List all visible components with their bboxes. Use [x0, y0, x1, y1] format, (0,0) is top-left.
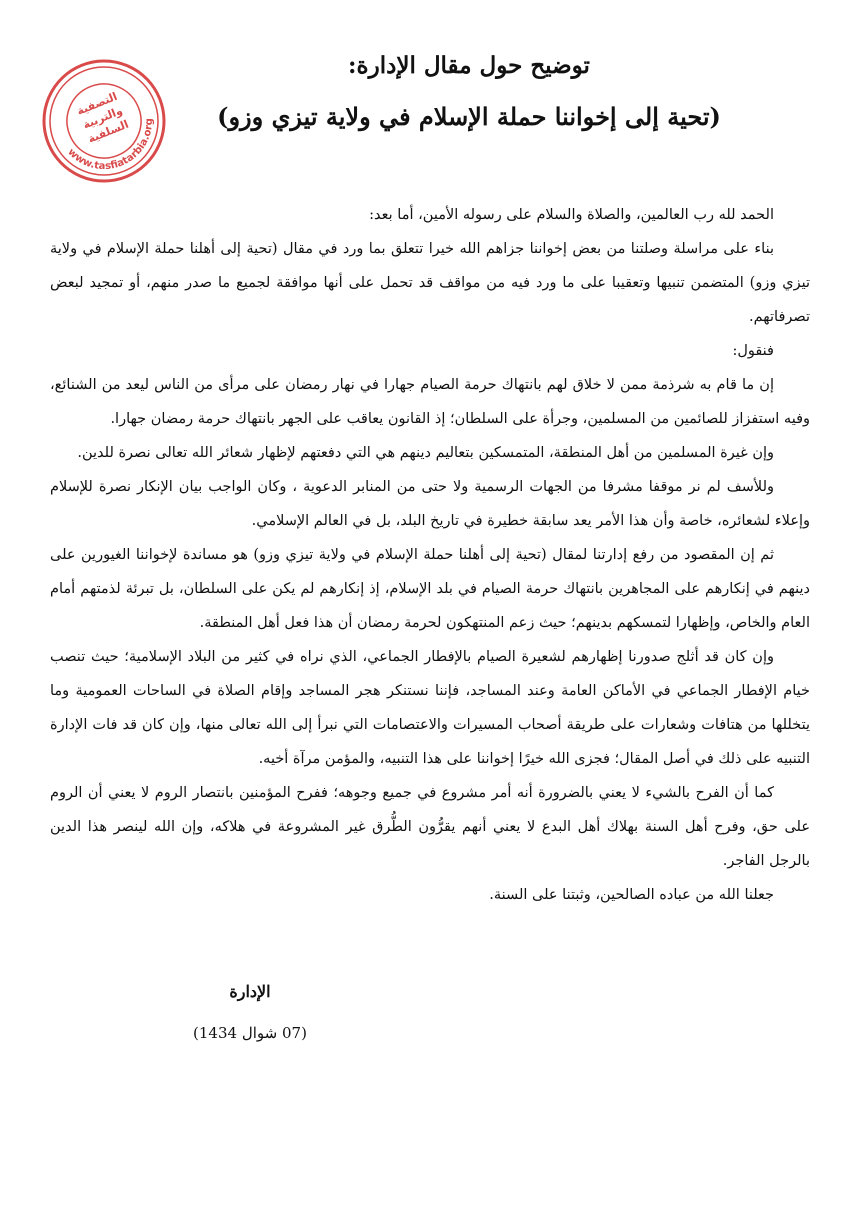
paragraph-closing: جعلنا الله من عباده الصالحين، وثبتنا على السنة.: [489, 887, 774, 903]
seal-center-text: التصفية والتربية السلفية: [75, 89, 131, 146]
seal-ring-text: www.tasfiatarbia.org: [65, 118, 156, 173]
page-title: توضيح حول مقال الإدارة:: [348, 52, 590, 79]
paragraph: بناء على مراسلة وصلتنا من بعض إخواننا جزاهم الله خيرا تتعلق بما ورد في مقال (تحية إلى أهلنا حملة الإسلام في ولاية تيزي وزو) المتضمن تنبيها وتعقيبا على ما ورد فيه من مواقف قد تحمل على أنها موافقة لجميع ما صدر منهم، أو تمجيد لبعض تصرفاتهم.: [50, 241, 810, 325]
paragraph: كما أن الفرح بالشيء لا يعني بالضرورة أنه أمر مشروع في جميع وجوهه؛ ففرح المؤمنين بانتصار الروم لا يعني أن الروم على حق، وفرح أهل السنة بهلاك أهل البدع لا يعني أنهم يقرُّون الطُّرق غير المشروعة في هلاكه، وإن الله لينصر هذا الدين بالرجل الفاجر.: [50, 785, 810, 869]
paragraph: فنقول:: [732, 343, 774, 359]
paragraph: وللأسف لم نر موقفا مشرفا من الجهات الرسمية ولا حتى من المنابر الدعوية ، وكان الواجب بيان الإنكار نصرة للإسلام وإعلاء لشعائره، خاصة وأن هذا الأمر يعد سابقة خطيرة في تاريخ البلد، بل في العالم الإسلامي.: [50, 479, 810, 529]
paragraph: إن ما قام به شرذمة ممن لا خلاق لهم بانتهاك حرمة الصيام جهارا في نهار رمضان على مرأى من الناس ليعد من الشنائع، وفيه استفزاز للصائمين من المسلمين، وجرأة على السلطان؛ إذ القانون يعاقب على الجهر بانتهاك حرمة رمضان جهارا.: [50, 377, 810, 427]
page-subtitle: (تحية إلى إخواننا حملة الإسلام في ولاية تيزي وزو): [217, 102, 721, 131]
signature-date: (07 شوال 1434): [193, 1024, 307, 1042]
paragraph: ثم إن المقصود من رفع إدارتنا لمقال (تحية إلى أهلنا حملة الإسلام في ولاية تيزي وزو) هو مساندة لإخواننا الغيورين على دينهم في إنكارهم على المجاهرين بانتهاك حرمة الصيام في بلد الإسلام، إذ إنكارهم لم يكن على السلطان، بل تبرئة لذمتهم أمام العام والخاص، وإظهارا لتمسكهم بدينهم؛ حيث زعم المنتهكون لحرمة رمضان أن هذا فعل أهل المنطقة.: [50, 547, 810, 631]
letter-body: [50, 198, 810, 912]
paragraph-opening: الحمد لله رب العالمين، والصلاة والسلام على رسوله الأمين، أما بعد:: [369, 207, 774, 223]
signature-name: الإدارة: [229, 982, 271, 1001]
paragraph: وإن كان قد أثلج صدورنا إظهارهم لشعيرة الصيام بالإفطار الجماعي، الذي نراه في كثير من البلاد الإسلامية؛ حيث تنصب خيام الإفطار الجماعي في الأماكن العامة وعند المساجد، فإننا نستنكر هجر المساجد وإقام الصلاة في الساحات العمومية وما يتخللها من هتافات وشعارات على طريقة أصحاب المسيرات والاعتصامات التي نبرأ إلى الله تعالى منها، وإن كان قد فات الإدارة التنبيه على ذلك في أصل المقال؛ فجزى الله خيرًا إخواننا على هذا التنبيه، والمؤمن مرآة أخيه.: [50, 649, 810, 767]
paragraph: وإن غيرة المسلمين من أهل المنطقة، المتمسكين بتعاليم دينهم هي التي دفعتهم لإظهار شعائر الله تعالى نصرة للدين.: [77, 445, 774, 461]
